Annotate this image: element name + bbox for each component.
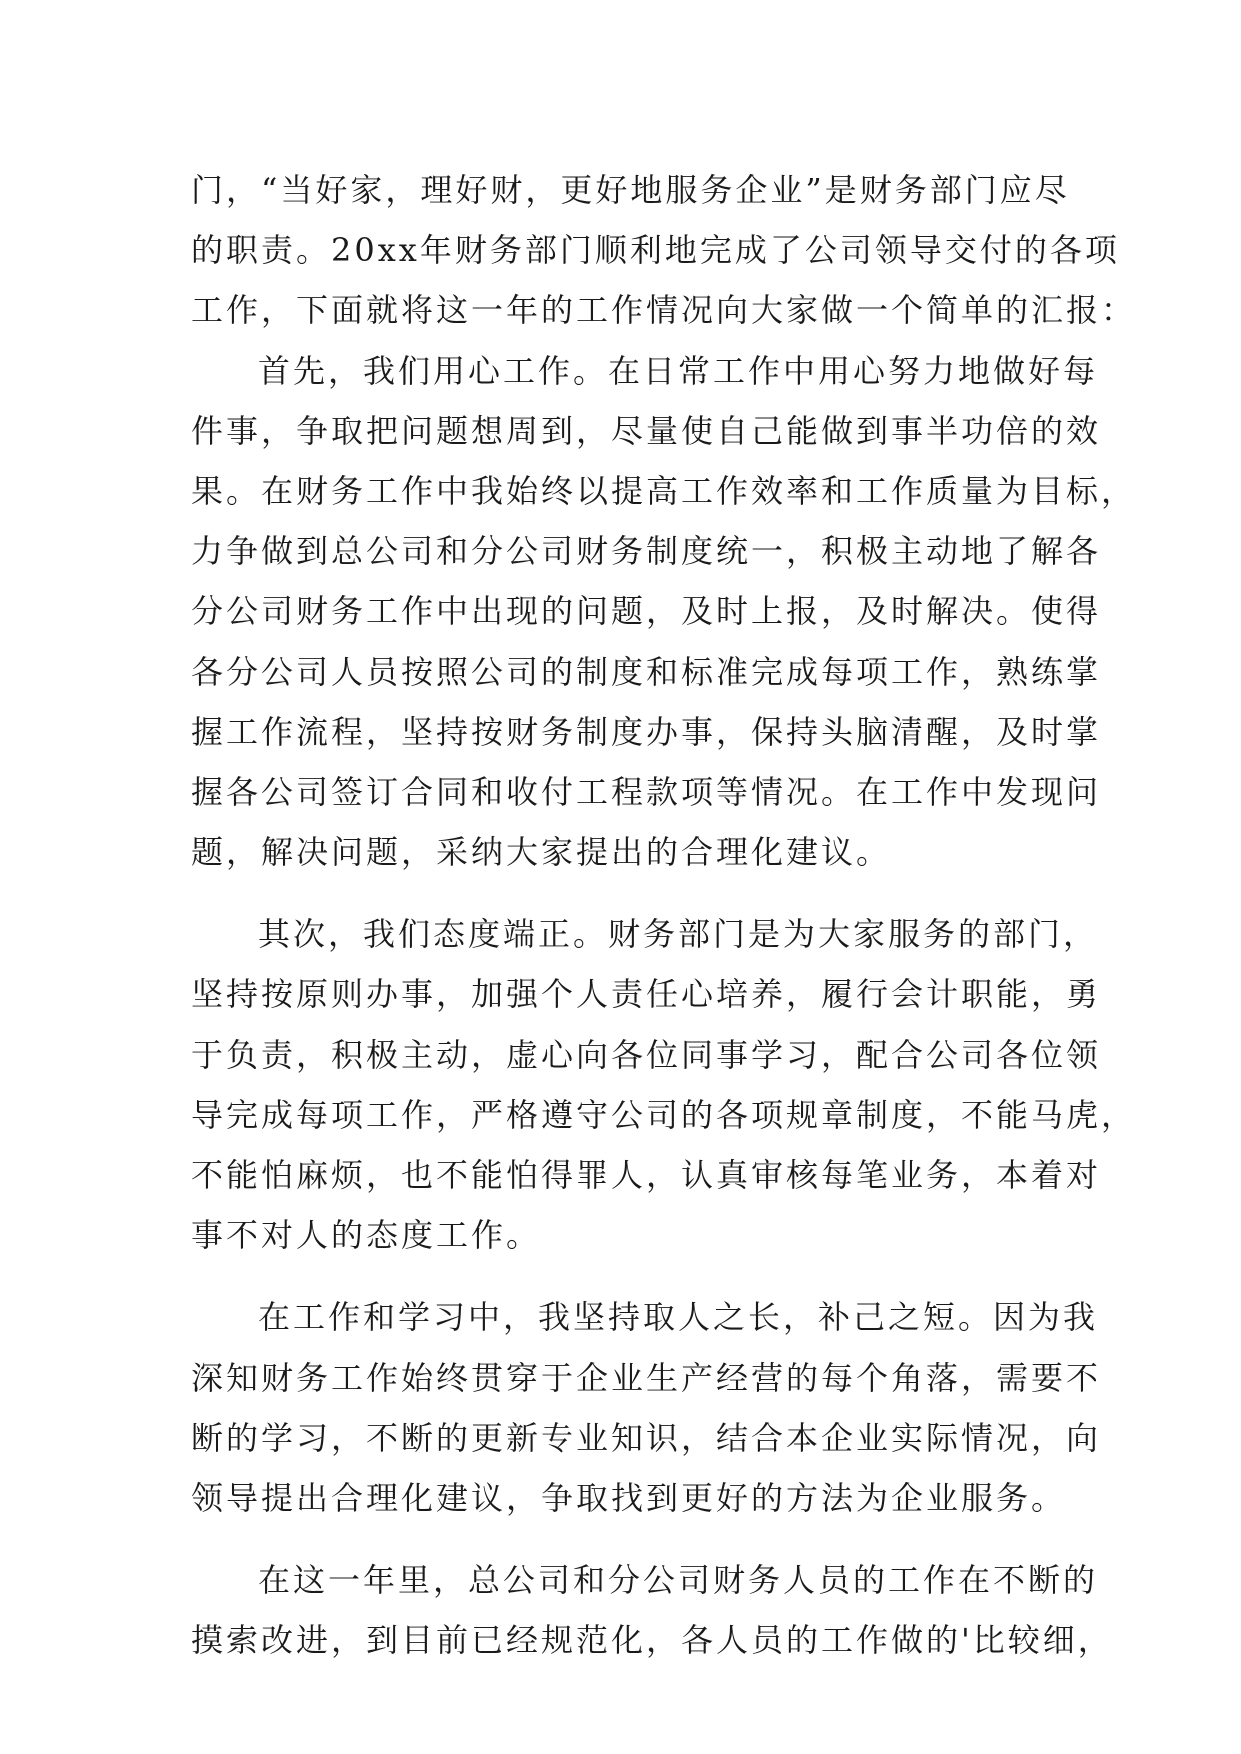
- text-line: 各分公司人员按照公司的制度和标准完成每项工作，熟练掌: [191, 652, 1102, 691]
- text-line: 握工作流程，坚持按财务制度办事，保持头脑清醒，及时掌: [191, 712, 1102, 751]
- text-line: 件事，争取把问题想周到，尽量使自己能做到事半功倍的效: [191, 411, 1102, 450]
- text-line: 不能怕麻烦，也不能怕得罪人，认真审核每笔业务，本着对: [191, 1156, 1102, 1194]
- text-line: 事不对人的态度工作。: [191, 1216, 542, 1255]
- text-line: 坚持按原则办事，加强个人责任心培养，履行会计职能，勇: [191, 975, 1102, 1014]
- text-line: 其次，我们态度端正。财务部门是为大家服务的部门，: [258, 915, 1099, 954]
- paragraph-2: [191, 341, 1137, 883]
- document-body: [191, 160, 1137, 1671]
- text-line: 果。在财务工作中我始终以提高工作效率和工作质量为目标，: [191, 471, 1137, 510]
- text-line: 首先，我们用心工作。在日常工作中用心努力地做好每: [258, 351, 1099, 390]
- text-line: 工作，下面就将这一年的工作情况向大家做一个简单的汇报：: [191, 291, 1137, 330]
- text-line: 断的学习，不断的更新专业知识，结合本企业实际情况，向: [191, 1418, 1102, 1457]
- text-line: 在这一年里，总公司和分公司财务人员的工作在不断的: [258, 1561, 1099, 1600]
- paragraph-4: [191, 1287, 1102, 1528]
- text-line: 深知财务工作始终贯穿于企业生产经营的每个角落，需要不: [191, 1358, 1102, 1397]
- text-line: 的职责。20xx年财务部门顺利地完成了公司领导交付的各项: [191, 231, 1120, 270]
- paragraph-3: [191, 904, 1137, 1265]
- paragraph-5: [191, 1550, 1113, 1670]
- text-line: 门，“当好家，理好财，更好地服务企业”是财务部门应尽: [191, 171, 1070, 209]
- text-line: 握各公司签订合同和收付工程款项等情况。在工作中发现问: [191, 772, 1102, 811]
- text-line: 题，解决问题，采纳大家提出的合理化建议。: [191, 833, 892, 872]
- text-line: 分公司财务工作中出现的问题，及时上报，及时解决。使得: [191, 592, 1102, 631]
- text-line: 力争做到总公司和分公司财务制度统一，积极主动地了解各: [191, 532, 1102, 571]
- text-line: 于负责，积极主动，虚心向各位同事学习，配合公司各位领: [191, 1035, 1102, 1074]
- text-line: 导完成每项工作，严格遵守公司的各项规章制度，不能马虎，: [191, 1095, 1137, 1134]
- text-line: 领导提出合理化建议，争取找到更好的方法为企业服务。: [191, 1478, 1067, 1517]
- paragraph-1: [191, 160, 1137, 341]
- text-line: 摸索改进，到目前已经规范化，各人员的工作做的'比较细，: [191, 1621, 1113, 1660]
- text-line: 在工作和学习中，我坚持取人之长，补己之短。因为我: [258, 1298, 1099, 1337]
